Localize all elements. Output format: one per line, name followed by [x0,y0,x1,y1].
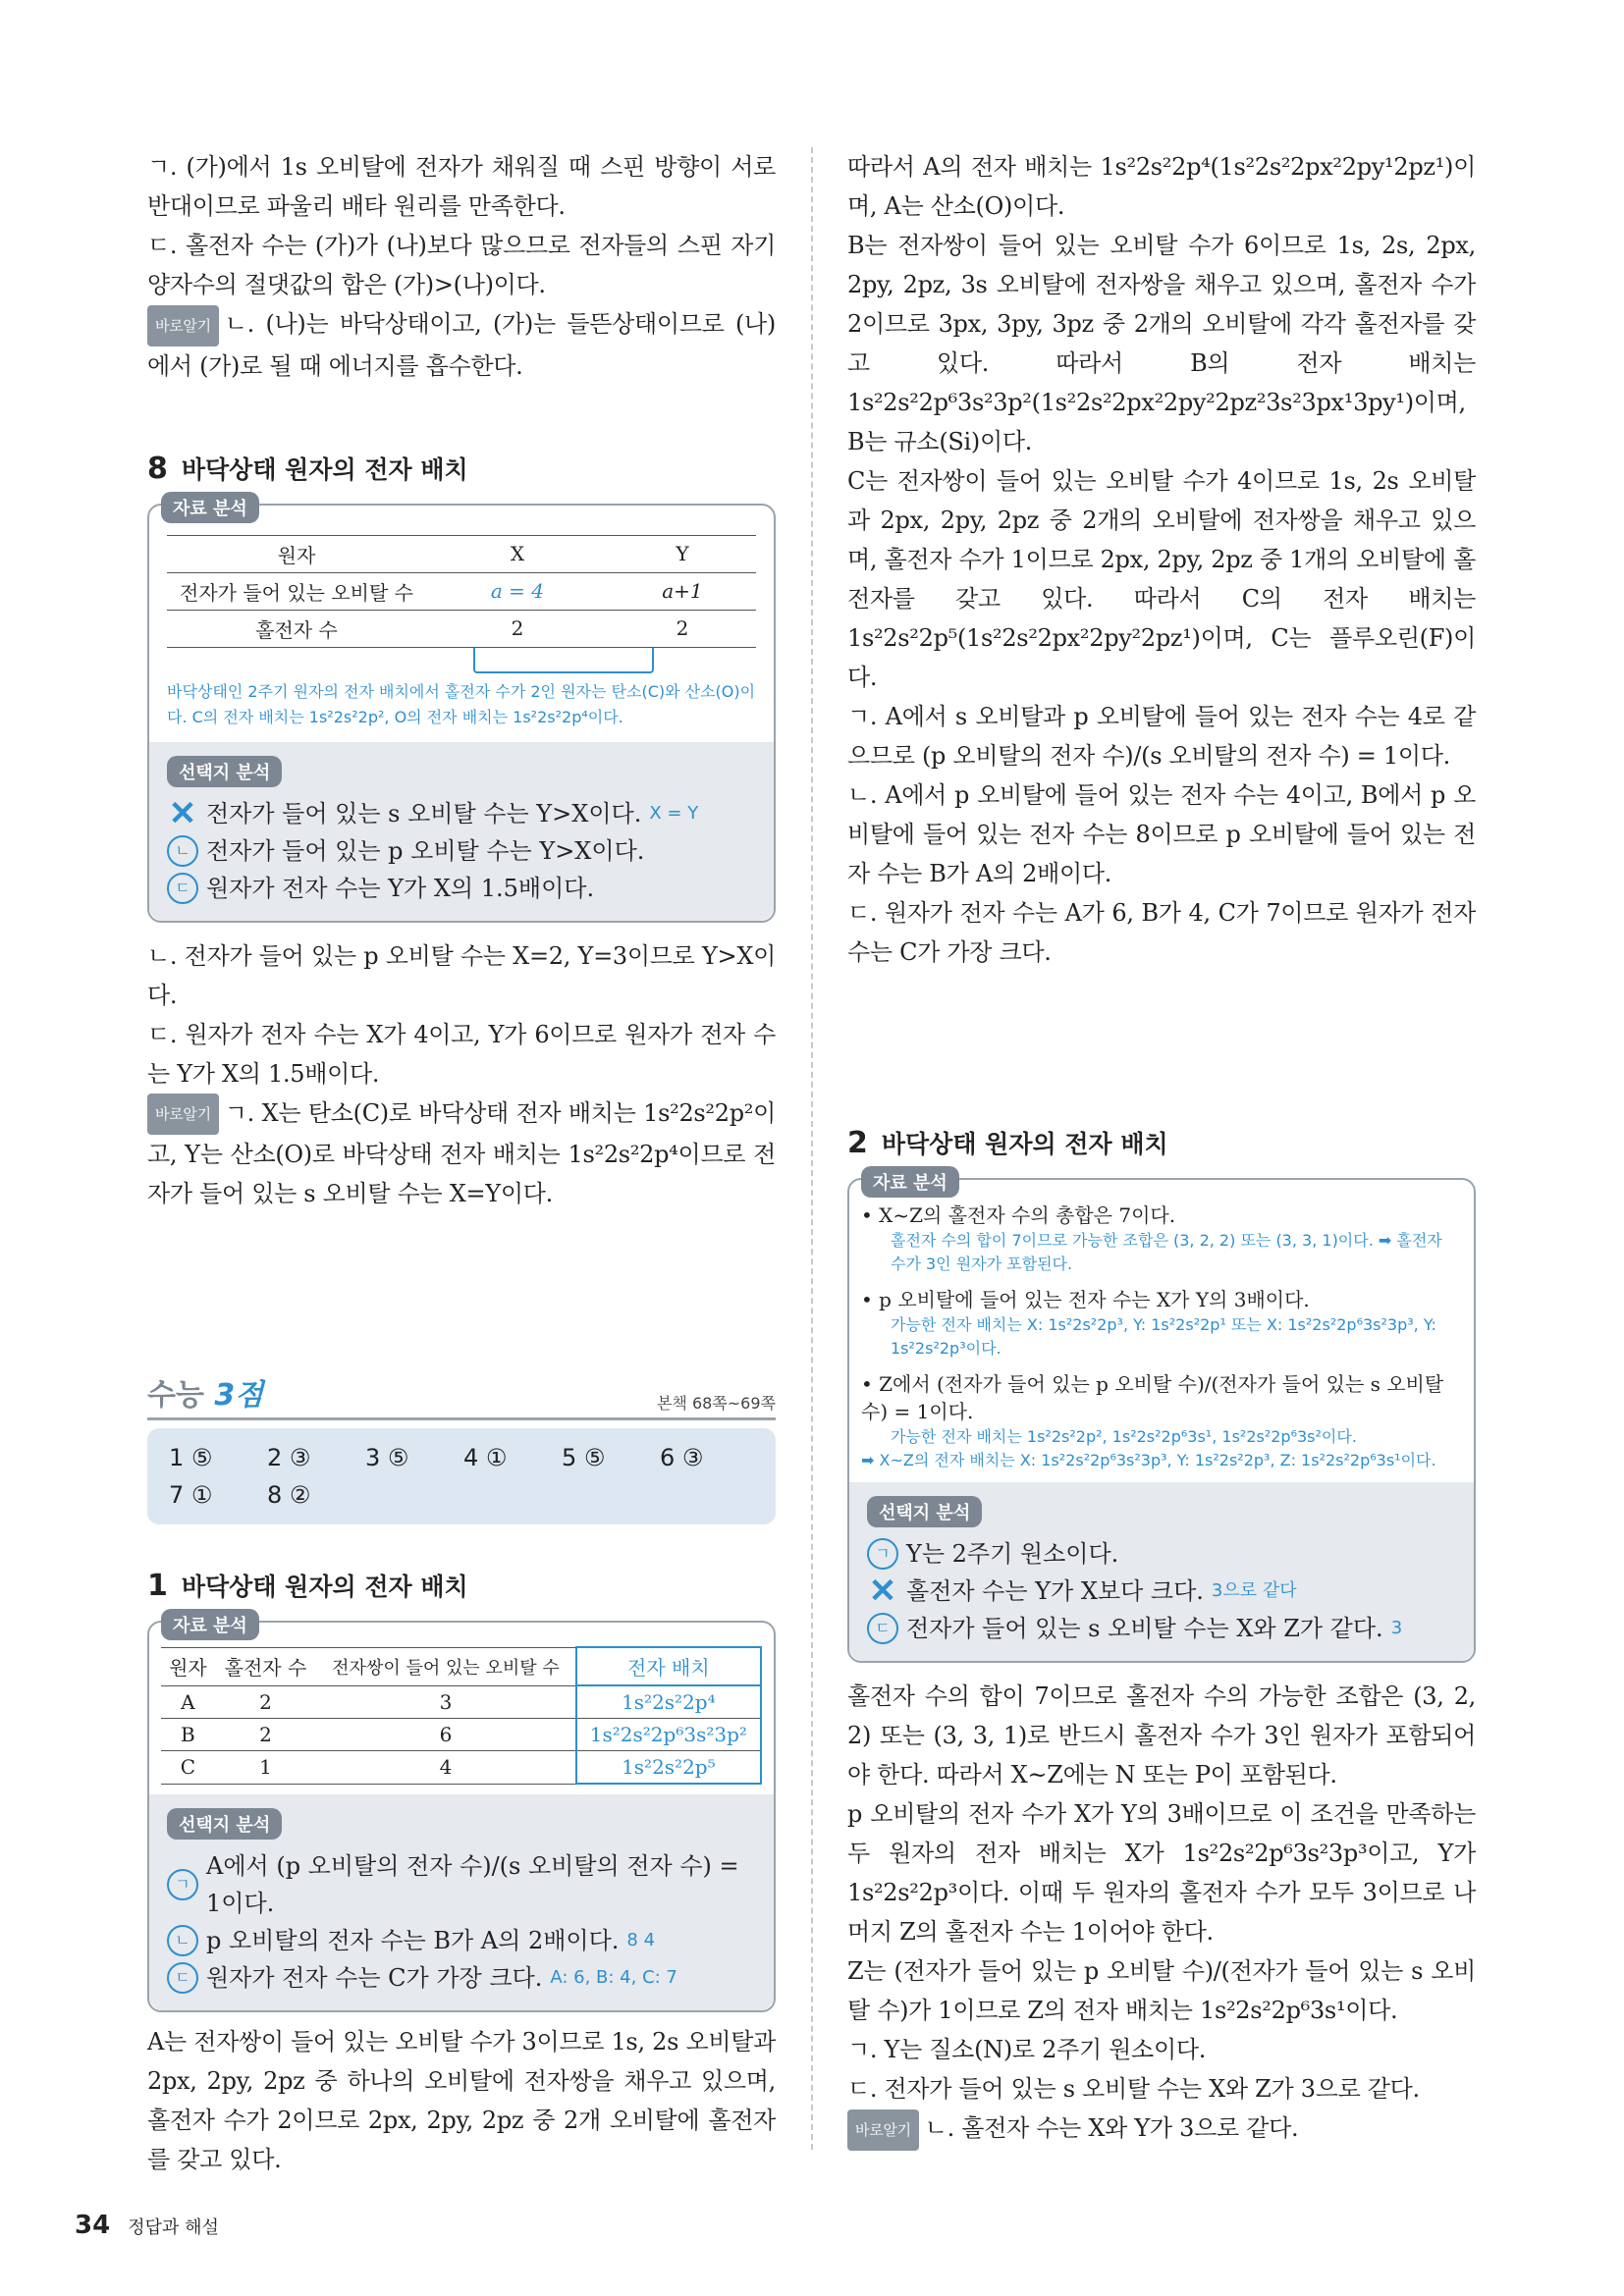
q1-data-box [147,1616,776,2012]
q1-cont-3: C는 전자쌍이 들어 있는 오비탈 수가 4이므로 1s, 2s 오비탈과 2px, 2py, 2pz 중 2개의 오비탈에 전자쌍을 채우고 있으며, 홀전자 수가 1이므로 2px, 2py, 2pz 중 1개의 오비탈에 홀전자를 갖고 있다. 따라서 C의 전자 배치는 1s²2s²2p⁵(1s²2s²2px²2py²2pz¹)이며, C는 플루오린(F)이다. [847,467,1476,691]
circle-mark-icon: ㄷ [167,1962,198,1994]
page-ref: 본책 68쪽~69쪽 [656,1394,776,1413]
q1-cont-1: 따라서 A의 전자 배치는 1s²2s²2p⁴(1s²2s²2px²2py¹2pz¹)이며, A는 산소(O)이다. [847,153,1476,220]
intro-para-2: ㄷ. 홀전자 수는 (가)가 (나)보다 많으므로 전자들의 스핀 자기 양자수의 절댓값의 합은 (가)>(나)이다. [147,232,776,298]
sel-tag: 선택지 분석 [167,756,282,787]
q2-body-2: p 오비탈의 전자 수가 X가 Y의 3배이므로 이 조건을 만족하는 두 원자의 전자 배치는 X가 1s²2s²2p⁶3s²3p³이고, Y가 1s²2s²2p³이다. 이때 두 원자의 홀전자 수가 모두 3이므로 나머지 Z의 홀전자 수는 1이어야 한다. [847,1800,1476,1946]
q2-body-4: ㄱ. Y는 질소(N)로 2주기 원소이다. [847,2036,1207,2063]
answer: 4 ① [463,1444,508,1471]
circle-mark-icon: ㄱ [867,1538,898,1570]
fix-tag: 바로알기 [147,1094,219,1135]
q8-table: 원자 X Y 전자가 들어 있는 오비탈 수 a = 4 a+1 홀전자 수 2 2 [167,535,756,648]
choice-2: ㄴ 전자가 들어 있는 p 오비탈 수는 Y>X이다. [167,832,756,870]
q8-fix: 바로알기 ㄱ. X는 탄소(C)로 바닥상태 전자 배치는 1s²2s²2p²이고, Y는 산소(O)로 바닥상태 전자 배치는 1s²2s²2p⁴이므로 전자가 들어 있는 s 오비탈 수는 X=Y이다. [147,1094,776,1214]
bullet-2: • p 오비탈에 들어 있는 전자 수는 X가 Y의 3배이다. [861,1288,1310,1311]
page-footer [75,2211,219,2240]
answer: 6 ③ [660,1444,704,1471]
bullet-1-sub: 홀전자 수의 합이 7이므로 가능한 조합은 (3, 2, 2) 또는 (3, 3, 1)이다. ➡ 홀전자 수가 3인 원자가 포함된다. [891,1231,1442,1273]
choice-3: ㄷ 전자가 들어 있는 s 오비탈 수는 X와 Z가 같다. 3 [867,1610,1456,1647]
q2-body-3: Z는 (전자가 들어 있는 p 오비탈 수)/(전자가 들어 있는 s 오비탈 수)가 1이므로 Z의 전자 배치는 1s²2s²2p⁶3s¹이다. [847,1957,1476,2024]
fix-tag: 바로알기 [847,2109,919,2151]
answer: 2 ③ [267,1444,311,1471]
choice-1: ㄱ Y는 2주기 원소이다. [867,1535,1456,1573]
fix-tag: 바로알기 [147,305,219,347]
page-number: 34 [75,2211,111,2240]
choice-2: ✕ 홀전자 수는 Y가 X보다 크다. 3으로 같다 [868,1572,1297,1611]
q1-cont-4: ㄱ. A에서 s 오비탈과 p 오비탈에 들어 있는 전자 수는 4로 같으므로 (p 오비탈의 전자 수)/(s 오비탈의 전자 수) = 1이다. [847,703,1476,770]
suneung-header: 수능 3점 본책 68쪽~69쪽 [147,1370,776,1420]
q2-body-1: 홀전자 수의 합이 7이므로 홀전자 수의 가능한 조합은 (3, 2, 2) 또는 (3, 3, 1)로 반드시 홀전자 수가 3인 원자가 포함되어야 한다. 따라서 X~Z에는 N 또는 P이 포함된다. [847,1682,1476,1789]
choice-3: ㄷ 원자가 전자 수는 Y가 X의 1.5배이다. [167,870,756,907]
circle-mark-icon: ㄴ [167,835,198,867]
q2-heading: 2 바닥상태 원자의 전자 배치 [847,1126,1168,1160]
x-mark-icon: ✕ [168,793,197,833]
data-tag: 자료 분석 [861,1166,959,1198]
data-tag: 자료 분석 [161,492,259,523]
bracket-connector [473,648,654,673]
sel-tag: 선택지 분석 [167,1808,282,1840]
bullet-2-sub: 가능한 전자 배치는 X: 1s²2s²2p³, Y: 1s²2s²2p¹ 또는 X: 1s²2s²2p⁶3s²3p³, Y: 1s²2s²2p³이다. [891,1315,1436,1358]
q1-cont-5: ㄴ. A에서 p 오비탈에 들어 있는 전자 수는 4이고, B에서 p 오비탈에 들어 있는 전자 수는 8이므로 p 오비탈에 들어 있는 전자 수는 B가 A의 2배이다. [847,781,1476,887]
q8-body-2: ㄷ. 원자가 전자 수는 X가 4이고, Y가 6이므로 원자가 전자 수는 Y가 X의 1.5배이다. [147,1020,776,1088]
choice-1: ✕ 전자가 들어 있는 s 오비탈 수는 Y>X이다. X = Y [168,793,699,833]
choice-1: ㄱ A에서 (p 오비탈의 전자 수)/(s 오비탈의 전자 수) = 1이다. [167,1847,756,1922]
q8-data-box [147,498,776,923]
q1-choices [149,1794,774,2010]
q1-cont-6: ㄷ. 원자가 전자 수는 A가 6, B가 4, C가 7이므로 원자가 전자 수는 C가 가장 크다. [847,899,1476,966]
circle-mark-icon: ㄱ [167,1869,198,1900]
q2-body-5: ㄷ. 전자가 들어 있는 s 오비탈 수는 X와 Z가 3으로 같다. [847,2075,1420,2103]
q1-heading: 1 바닥상태 원자의 전자 배치 [147,1569,468,1603]
q8-data-note: 바닥상태인 2주기 원자의 전자 배치에서 홀전자 수가 2인 원자는 탄소(C)와 산소(O)이다. C의 전자 배치는 1s²2s²2p², O의 전자 배치는 1s²2s²2p⁴이다. [167,681,756,726]
q2-data-box [847,1173,1476,1663]
answer-key [147,1428,776,1524]
bullet-3-sub: 가능한 전자 배치는 1s²2s²2p², 1s²2s²2p⁶3s¹, 1s²2s²2p⁶3s²이다. [891,1427,1357,1446]
bullet-1: • X~Z의 홀전자 수의 총합은 7이다. [861,1203,1176,1227]
circle-mark-icon: ㄴ [167,1925,198,1956]
bullet-3: • Z에서 (전자가 들어 있는 p 오비탈 수)/(전자가 들어 있는 s 오비탈 수) = 1이다. [861,1372,1444,1423]
circle-mark-icon: ㄷ [167,873,198,904]
left-column [147,147,776,2179]
answer: 1 ⑤ [169,1444,213,1471]
q1-table: 원자 홀전자 수 전자쌍이 들어 있는 오비탈 수 전자 배치 A 2 3 1s²2s²2p⁴ B 2 6 1s²2s²2p⁶3s²3p² C 1 4 1s²2s²2p⁵ [161,1646,762,1785]
answer: 5 ⑤ [562,1444,606,1471]
q2-choices [849,1482,1474,1661]
x-mark-icon: ✕ [868,1572,897,1611]
q8-body-1: ㄴ. 전자가 들어 있는 p 오비탈 수는 X=2, Y=3이므로 Y>X이다. [147,941,776,1009]
q8-choices [149,742,774,921]
right-column [847,147,1476,2151]
choice-2: ㄴ p 오비탈의 전자 수는 B가 A의 2배이다. 8 4 [167,1922,756,1959]
q1-body: A는 전자쌍이 들어 있는 오비탈 수가 3이므로 1s, 2s 오비탈과 2px, 2py, 2pz 중 하나의 오비탈에 전자쌍을 채우고 있으며, 홀전자 수가 2이므로 2px, 2py, 2pz 중 2개 오비탈에 홀전자를 갖고 있다. [147,2028,776,2173]
q1-cont-2: B는 전자쌍이 들어 있는 오비탈 수가 6이므로 1s, 2s, 2px, 2py, 2pz, 3s 오비탈에 전자쌍을 채우고 있으며, 홀전자 수가 2이므로 3px, 3py, 3pz 중 2개의 오비탈에 각각 홀전자를 갖고 있다. 따라서 B의 전자 배치는 1s²2s²2p⁶3s²3p²(1s²2s²2px²2py²2pz²3s²3px¹3py¹)이며, B는 규소(Si)이다. [847,232,1476,455]
q2-fix: 바로알기 ㄴ. 홀전자 수는 X와 Y가 3으로 같다. [847,2109,1476,2151]
3pt-badge: 3점 [214,1378,264,1413]
column-divider [811,147,813,2150]
answer: 8 ② [267,1481,311,1509]
sel-tag: 선택지 분석 [867,1496,982,1527]
intro-fix: 바로알기 ㄴ. (나)는 바닥상태이고, (가)는 들뜬상태이므로 (나)에서 (가)로 될 때 에너지를 흡수한다. [147,304,776,386]
conclusion: ➡ X~Z의 전자 배치는 X: 1s²2s²2p⁶3s²3p³, Y: 1s²2s²2p³, Z: 1s²2s²2p⁶3s¹이다. [861,1451,1436,1469]
answer: 7 ① [169,1481,213,1509]
data-tag: 자료 분석 [161,1609,259,1640]
intro-para-1: ㄱ. (가)에서 1s 오비탈에 전자가 채워질 때 스핀 방향이 서로 반대이므로 파울리 배타 원리를 만족한다. [147,153,776,220]
choice-3: ㄷ 원자가 전자 수는 C가 가장 크다. A: 6, B: 4, C: 7 [167,1959,756,1997]
footer-label: 정답과 해설 [128,2217,219,2238]
q8-heading: 8 바닥상태 원자의 전자 배치 [147,451,468,486]
circle-mark-icon: ㄷ [867,1613,898,1644]
answer: 3 ⑤ [365,1444,409,1471]
